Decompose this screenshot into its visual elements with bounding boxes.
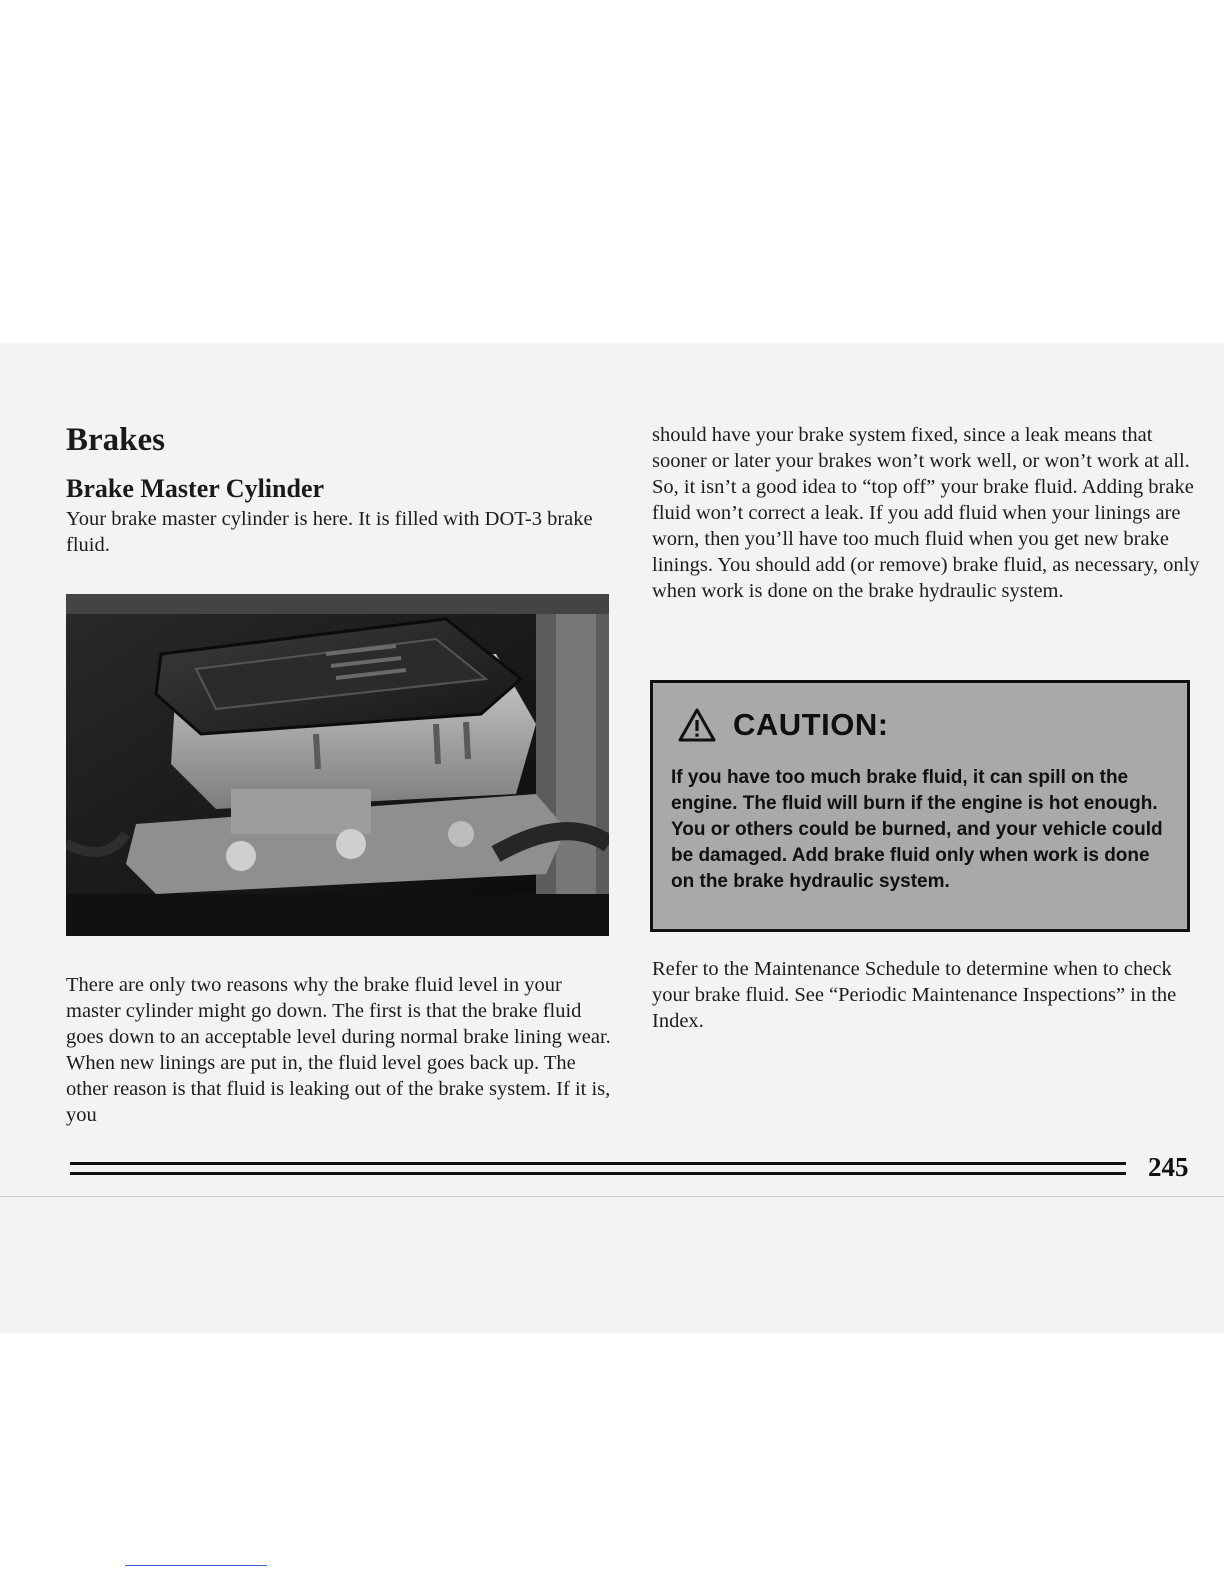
left-bottom-column: [66, 972, 618, 1128]
subsection-title: Brake Master Cylinder: [66, 474, 325, 503]
intro-paragraph: Your brake master cylinder is here. It is filled with DOT-3 brake fluid.: [66, 508, 593, 556]
caution-box: [650, 680, 1190, 932]
page-band-edge: [0, 1196, 1224, 1197]
section-title: Brakes: [66, 422, 165, 458]
caution-header: [677, 707, 889, 743]
brake-master-cylinder-photo: [66, 594, 609, 936]
refer-paragraph: Refer to the Maintenance Schedule to determine when to check your brake fluid. See “Periodic Maintenance Inspections” in the Index.: [652, 958, 1177, 1032]
page-number: 245: [1148, 1152, 1189, 1182]
caution-text: If you have too much brake fluid, it can spill on the engine. The fluid will burn if the engine is hot enough. You or others could be burned, and your vehicle could be damaged. Add brake fluid only when work is done on the brake hydraulic system.: [671, 767, 1163, 892]
caution-title: CAUTION:: [733, 707, 889, 742]
footer-rule-bottom: [70, 1172, 1126, 1175]
fluid-level-paragraph: There are only two reasons why the brake fluid level in your master cylinder might go down. The first is that the brake fluid goes down to an acceptable level during normal brake lining wear. When new linings are put in, the fluid level goes back up. The other reason is that fluid is leaking out of the brake system. If it is, you: [66, 974, 611, 1126]
footer-rule-top: [70, 1162, 1126, 1165]
warning-triangle-icon: [677, 707, 717, 743]
right-bottom-column: [652, 956, 1200, 1034]
right-column: [652, 422, 1200, 604]
footer-link-line: [125, 1565, 267, 1566]
left-column: [66, 418, 618, 558]
leak-paragraph: should have your brake system fixed, since a leak means that sooner or later your brakes won’t work well, or won’t work at all. So, it isn’t a good idea to “top off” your brake fluid. Adding brake fluid won’t correct a leak. If you add fluid when your linings are worn, then you’ll have too much fluid when you get new brake linings. You should add (or remove) brake fluid, as necessary, only when work is done on the brake hydraulic system.: [652, 424, 1200, 602]
